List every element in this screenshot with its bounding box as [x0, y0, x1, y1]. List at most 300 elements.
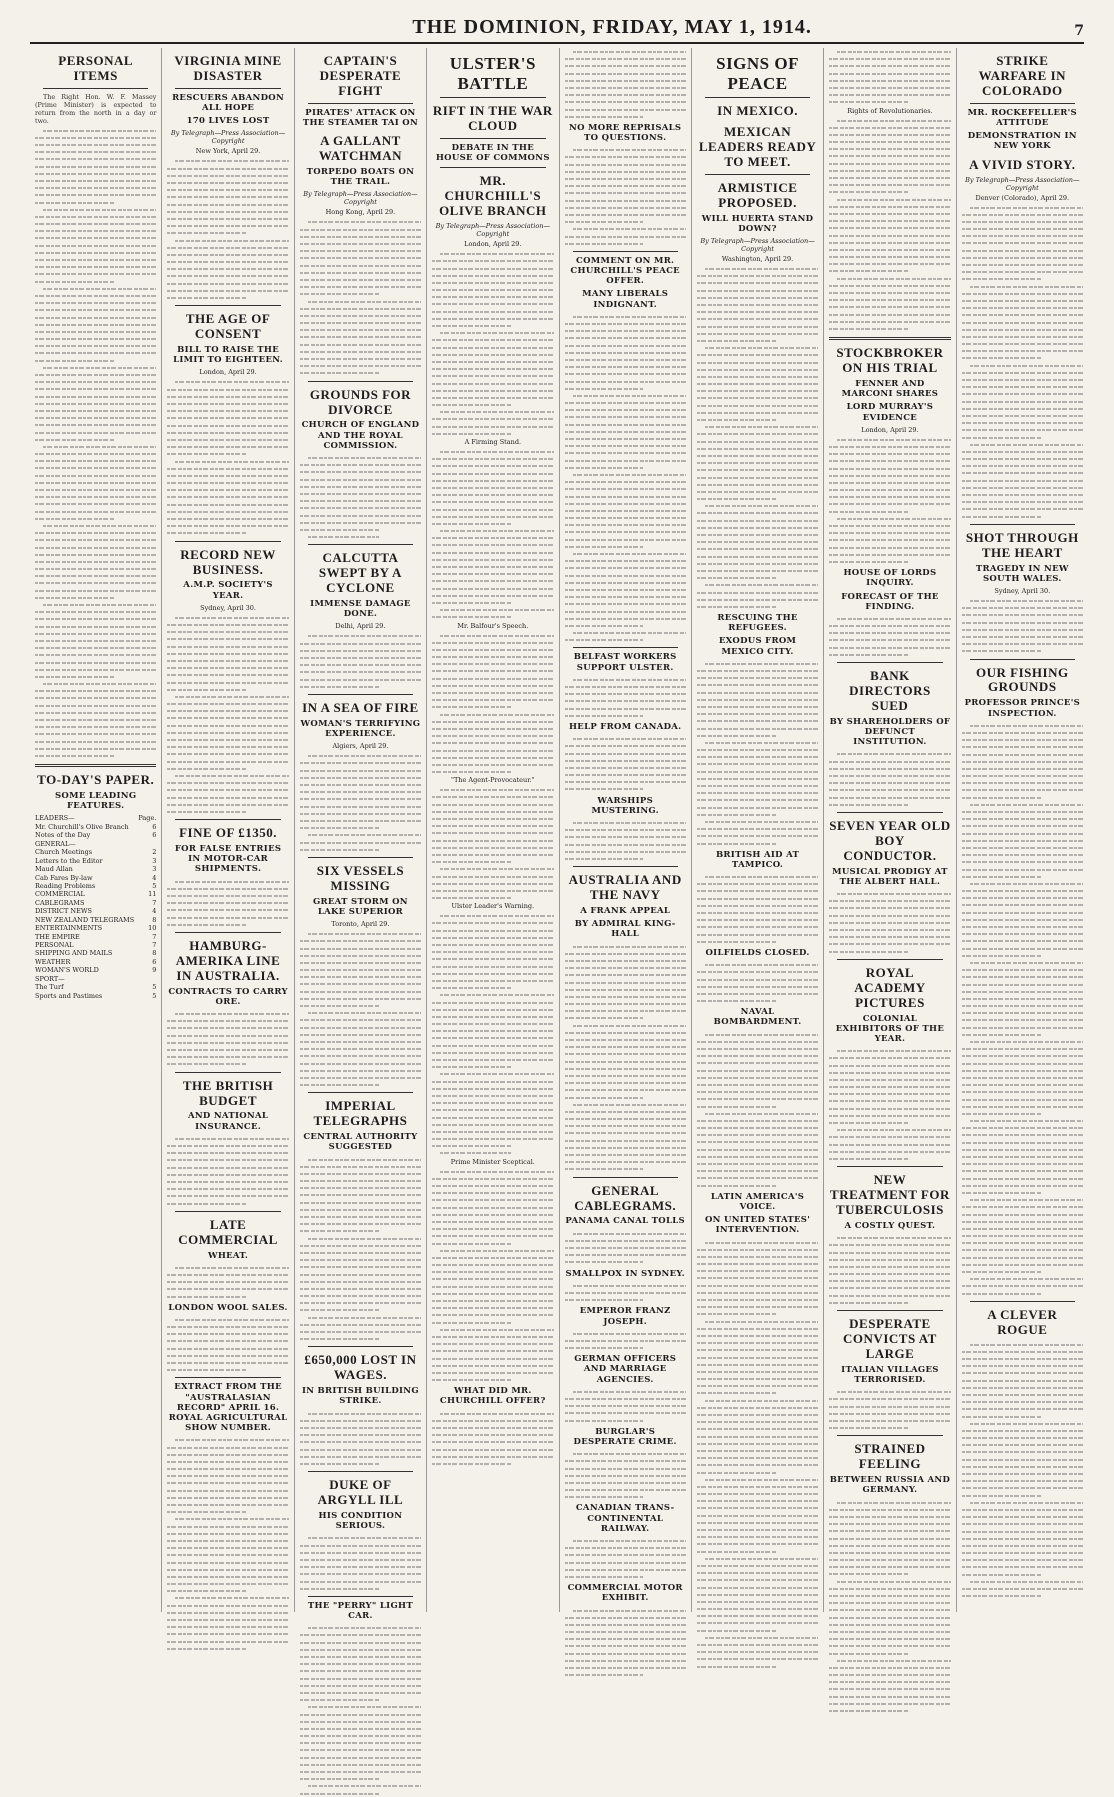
- text-line: [697, 1433, 818, 1440]
- text-line: [697, 1160, 818, 1167]
- text-line: [432, 837, 553, 844]
- text-line: [432, 934, 553, 941]
- text-line: [697, 818, 818, 825]
- text-line: [697, 1476, 818, 1483]
- text-line: [829, 91, 950, 98]
- text-line: [167, 515, 288, 522]
- text-line: [565, 413, 686, 420]
- text-line: [962, 1261, 1083, 1268]
- text-line: [35, 127, 156, 134]
- text-line: [565, 240, 686, 247]
- text-line: [432, 822, 553, 829]
- text-line: [962, 1246, 1083, 1253]
- text-line: [432, 696, 553, 703]
- peace-subheading-2: MEXICAN LEADERS READY TO MEET.: [698, 124, 817, 169]
- royal-subheading: COLONIAL EXHIBITORS OF THE YEAR.: [835, 1013, 945, 1044]
- text-line: [167, 472, 288, 479]
- text-line: [697, 1282, 818, 1289]
- text-line: [300, 254, 421, 261]
- text-line: [432, 1431, 553, 1438]
- text-line: [35, 659, 156, 666]
- text-line: [697, 402, 818, 409]
- text-line: [432, 1290, 553, 1297]
- contents-row: [35, 907, 156, 915]
- text-line: [565, 557, 686, 564]
- text-line: [432, 372, 553, 379]
- text-line: [167, 878, 288, 885]
- text-line: [962, 412, 1083, 419]
- personal-items-heading: PERSONAL ITEMS: [58, 53, 134, 83]
- text-line: [167, 1444, 288, 1451]
- text-line: [565, 697, 686, 704]
- text-line: [829, 1606, 950, 1613]
- text-line: [565, 313, 686, 320]
- text-line: [565, 600, 686, 607]
- text-line: [829, 493, 950, 500]
- commercial-motor-heading: COMMERCIAL MOTOR EXHIBIT.: [567, 1583, 683, 1604]
- text-line: [565, 778, 686, 785]
- text-line: [697, 739, 818, 746]
- argyll-heading: DUKE OF ARGYLL ILL: [317, 1477, 404, 1508]
- text-line: [829, 622, 950, 629]
- text-line: [167, 635, 288, 642]
- text-line: [432, 577, 553, 584]
- text-line: [962, 901, 1083, 908]
- text-line: [432, 919, 553, 926]
- text-line: [697, 1454, 818, 1461]
- text-line: [962, 1175, 1083, 1182]
- text-line: [829, 629, 950, 636]
- text-line: [697, 1663, 818, 1670]
- text-line: [432, 955, 553, 962]
- text-line: [697, 495, 818, 502]
- dateline: Toronto, April 29.: [331, 920, 390, 929]
- text-line: [697, 366, 818, 373]
- text-line: [962, 1139, 1083, 1146]
- text-line: [697, 660, 818, 667]
- text-line: [167, 722, 288, 729]
- captain-subheading: PIRATES' ATTACK ON THE STEAMER TAI ON: [302, 107, 419, 128]
- text-line: [962, 873, 1083, 880]
- text-line: [300, 1754, 421, 1761]
- text-line: [432, 801, 553, 808]
- text-line: [432, 1128, 553, 1135]
- text-line: [167, 450, 288, 457]
- text-line: [962, 604, 1083, 611]
- text-line: [167, 921, 288, 928]
- text-line: [829, 1657, 950, 1664]
- text-line: [432, 653, 553, 660]
- text-line: [300, 1278, 421, 1285]
- text-line: [300, 661, 421, 668]
- text-line: [300, 461, 421, 468]
- australia-subheading-2: BY ADMIRAL KING-HALL: [574, 919, 676, 940]
- text-line: [300, 305, 421, 312]
- emperor-body: [565, 1330, 686, 1352]
- text-line: [432, 1362, 553, 1369]
- text-line: [962, 640, 1083, 647]
- text-line: [829, 948, 950, 955]
- text-line: [697, 703, 818, 710]
- text-line: [167, 1053, 288, 1060]
- text-line: [300, 1335, 421, 1342]
- text-line: [565, 1036, 686, 1043]
- text-line: [829, 926, 950, 933]
- text-line: [167, 1494, 288, 1501]
- text-line: [697, 1605, 818, 1612]
- text-line: [962, 462, 1083, 469]
- text-line: [300, 930, 421, 937]
- text-line: [432, 999, 553, 1006]
- text-line: [300, 1292, 421, 1299]
- text-line: [565, 1289, 686, 1296]
- text-line: [432, 365, 553, 372]
- text-line: [962, 1413, 1083, 1420]
- divider: [308, 1346, 413, 1347]
- text-line: [697, 574, 818, 581]
- text-line: [35, 630, 156, 637]
- dateline: Sydney, April 30.: [994, 587, 1051, 595]
- text-line: [697, 1088, 818, 1095]
- text-line: [35, 155, 156, 162]
- text-line: [35, 407, 156, 414]
- text-line: [697, 466, 818, 473]
- text-line: [962, 1528, 1083, 1535]
- text-line: [432, 592, 553, 599]
- text-line: [300, 803, 421, 810]
- text-line: [167, 186, 288, 193]
- text-line: [300, 290, 421, 297]
- text-line: [962, 1275, 1083, 1282]
- text-line: [565, 70, 686, 77]
- text-line: [962, 959, 1083, 966]
- text-line: [697, 1584, 818, 1591]
- text-line: [432, 747, 553, 754]
- text-line: [829, 479, 950, 486]
- divorce-heading: GROUNDS FOR DIVORCE: [309, 386, 412, 417]
- text-line: [167, 1046, 288, 1053]
- text-line: [35, 450, 156, 457]
- text-line: [829, 1054, 950, 1061]
- text-line: [962, 822, 1083, 829]
- text-line: [829, 758, 950, 765]
- text-line: [432, 1369, 553, 1376]
- contents-page: 2: [152, 848, 157, 857]
- text-line: [432, 1149, 553, 1156]
- divider: [308, 694, 413, 695]
- text-line: [167, 1135, 288, 1142]
- text-line: [829, 84, 950, 91]
- divider: [175, 305, 280, 306]
- text-line: [962, 844, 1083, 851]
- text-line: [432, 549, 553, 556]
- text-line: [697, 1375, 818, 1382]
- text-line: [962, 1167, 1083, 1174]
- text-line: [697, 1483, 818, 1490]
- text-line: [35, 357, 156, 364]
- text-line: [829, 765, 950, 772]
- contents-label: ENTERTAINMENTS: [35, 924, 103, 933]
- text-line: [697, 517, 818, 524]
- text-line: [167, 1352, 288, 1359]
- text-line: [697, 1440, 818, 1447]
- personal-items-body: [35, 127, 156, 760]
- text-line: [962, 909, 1083, 916]
- strike-subheading-2: DEMONSTRATION IN NEW YORK: [967, 131, 1077, 152]
- text-line: [962, 858, 1083, 865]
- ulster-body: [432, 250, 553, 437]
- mexico-continued-body: [829, 48, 950, 106]
- contents-row: [35, 814, 156, 822]
- divider: [573, 647, 678, 648]
- text-line: [565, 1486, 686, 1493]
- tb-body: [829, 1234, 950, 1306]
- text-line: [962, 1232, 1083, 1239]
- stockbroker-body: [829, 436, 950, 565]
- text-line: [35, 752, 156, 759]
- text-line: [697, 811, 818, 818]
- text-line: [962, 369, 1083, 376]
- text-line: [829, 1664, 950, 1671]
- panama-heading: PANAMA CANAL TOLLS: [565, 1216, 685, 1227]
- text-line: [829, 296, 950, 303]
- text-line: [167, 1149, 288, 1156]
- text-line: [829, 1707, 950, 1714]
- contents-page: 3: [152, 856, 157, 865]
- text-line: [300, 1639, 421, 1646]
- text-line: [167, 1010, 288, 1017]
- text-line: [697, 452, 818, 459]
- text-line: [565, 1337, 686, 1344]
- text-line: [432, 387, 553, 394]
- tampico-body: [697, 873, 818, 945]
- divider: [573, 866, 678, 867]
- text-line: [167, 493, 288, 500]
- text-line: [565, 1479, 686, 1486]
- text-line: [300, 810, 421, 817]
- text-line: [962, 376, 1083, 383]
- text-line: [829, 1256, 950, 1263]
- text-line: [829, 779, 950, 786]
- extract-heading: EXTRACT FROM THE "AUSTRALASIAN RECORD" APRIL 16. ROYAL AGRICULTURAL SHOW NUMBER.: [168, 1382, 288, 1434]
- text-line: [829, 486, 950, 493]
- sea-body: [300, 752, 421, 853]
- text-line: [167, 686, 288, 693]
- text-line: [697, 674, 818, 681]
- text-line: [829, 1133, 950, 1140]
- text-line: [697, 488, 818, 495]
- sea-heading: IN A SEA OF FIRE: [302, 699, 419, 715]
- text-line: [565, 1258, 686, 1265]
- text-line: [565, 514, 686, 521]
- text-line: [829, 1148, 950, 1155]
- text-line: [697, 1655, 818, 1662]
- text-line: [35, 587, 156, 594]
- captain-subheading-3: TORPEDO BOATS ON THE TRAIL.: [306, 167, 415, 188]
- text-line: [35, 515, 156, 522]
- text-line: [565, 211, 686, 218]
- text-line: [432, 646, 553, 653]
- text-line: [432, 1204, 553, 1211]
- stockbroker-subheading-2: LORD MURRAY'S EVIDENCE: [846, 402, 934, 423]
- text-line: [697, 1368, 818, 1375]
- oilfields-heading: OILFIELDS CLOSED.: [705, 947, 810, 958]
- text-line: [565, 370, 686, 377]
- text-line: [35, 730, 156, 737]
- divider: [175, 1072, 280, 1073]
- text-line: [565, 1664, 686, 1671]
- text-line: [962, 477, 1083, 484]
- text-line: [167, 407, 288, 414]
- stockbroker-subheading: FENNER AND MARCONI SHARES: [841, 379, 939, 400]
- text-line: [962, 347, 1083, 354]
- text-line: [829, 544, 950, 551]
- text-line: [167, 237, 288, 244]
- what-did-body: [432, 1410, 553, 1468]
- text-line: [829, 522, 950, 529]
- text-line: [565, 564, 686, 571]
- text-line: [300, 476, 421, 483]
- calcutta-body: [300, 632, 421, 690]
- contents-label: DISTRICT NEWS: [35, 907, 92, 916]
- text-line: [962, 232, 1083, 239]
- text-line: [962, 729, 1083, 736]
- text-line: [962, 1369, 1083, 1376]
- text-line: [432, 1268, 553, 1275]
- text-line: [829, 443, 950, 450]
- text-line: [300, 1038, 421, 1045]
- text-line: [962, 1427, 1083, 1434]
- text-line: [697, 895, 818, 902]
- text-line: [697, 287, 818, 294]
- text-line: [829, 558, 950, 565]
- text-line: [565, 1251, 686, 1258]
- boy-body: [829, 890, 950, 955]
- text-line: [432, 1168, 553, 1175]
- text-line: [697, 1138, 818, 1145]
- consent-heading: THE AGE OF CONSENT: [185, 311, 271, 342]
- text-line: [697, 1274, 818, 1281]
- text-line: [432, 257, 553, 264]
- text-line: [697, 976, 818, 983]
- text-line: [432, 272, 553, 279]
- text-line: [432, 887, 553, 894]
- text-line: [565, 1296, 686, 1303]
- text-line: [167, 272, 288, 279]
- text-line: [829, 636, 950, 643]
- text-line: [565, 735, 686, 742]
- text-line: [697, 531, 818, 538]
- text-line: [300, 1732, 421, 1739]
- virginia-heading: VIRGINIA MINE DISASTER: [174, 53, 282, 83]
- text-line: [300, 1782, 421, 1789]
- text-line: [697, 538, 818, 545]
- text-line: [432, 1333, 553, 1340]
- text-line: [432, 732, 553, 739]
- text-line: [35, 134, 156, 141]
- text-line: [167, 906, 288, 913]
- wages-subheading: IN BRITISH BUILDING STRIKE.: [301, 1386, 419, 1407]
- text-line: [167, 201, 288, 208]
- text-line: [697, 474, 818, 481]
- text-line: [432, 534, 553, 541]
- text-line: [697, 1067, 818, 1074]
- text-line: [697, 1346, 818, 1353]
- text-line: [35, 163, 156, 170]
- text-line: [697, 596, 818, 603]
- text-line: [565, 572, 686, 579]
- text-line: [565, 943, 686, 950]
- fishing-body: [962, 722, 1083, 1297]
- text-line: [167, 465, 288, 472]
- text-line: [300, 1314, 421, 1321]
- text-line: [697, 1569, 818, 1576]
- convicts-subheading: ITALIAN VILLAGES TERRORISED.: [841, 1364, 939, 1385]
- text-line: [829, 98, 950, 105]
- text-line: [565, 1628, 686, 1635]
- text-line: [697, 1619, 818, 1626]
- strained-subheading: BETWEEN RUSSIA AND GERMANY.: [829, 1475, 951, 1496]
- text-line: [167, 801, 288, 808]
- text-line: [167, 229, 288, 236]
- text-line: [697, 279, 818, 286]
- text-line: [167, 414, 288, 421]
- divider: [705, 97, 810, 98]
- text-line: [300, 1009, 421, 1016]
- text-line: [167, 1508, 288, 1515]
- ulster-heading: ULSTER'S BATTLE: [449, 54, 536, 93]
- text-line: [962, 1203, 1083, 1210]
- text-line: [565, 676, 686, 683]
- text-line: [697, 1411, 818, 1418]
- text-line: [565, 77, 686, 84]
- text-line: [35, 249, 156, 256]
- text-line: [962, 469, 1083, 476]
- text-line: [829, 1642, 950, 1649]
- text-line: [432, 1063, 553, 1070]
- text-line: [300, 247, 421, 254]
- text-line: [697, 330, 818, 337]
- text-line: [962, 319, 1083, 326]
- text-line: [300, 276, 421, 283]
- text-line: [962, 1506, 1083, 1513]
- text-line: [300, 1438, 421, 1445]
- text-line: [565, 1544, 686, 1551]
- text-line: [829, 1119, 950, 1126]
- text-line: [962, 1045, 1083, 1052]
- text-line: [565, 608, 686, 615]
- text-line: [697, 1404, 818, 1411]
- text-line: [697, 1045, 818, 1052]
- royal-heading: ROYAL ACADEMY PICTURES: [854, 964, 926, 1010]
- contents-row: [35, 823, 156, 831]
- text-line: [697, 696, 818, 703]
- text-line: [432, 1078, 553, 1085]
- text-line: [962, 1391, 1083, 1398]
- text-line: [962, 1362, 1083, 1369]
- ulster-leader-subheading: Ulster Leader's Warning.: [451, 902, 535, 911]
- text-line: [962, 247, 1083, 254]
- text-line: [697, 1634, 818, 1641]
- column-2: [162, 48, 294, 1612]
- text-line: [300, 1002, 421, 1009]
- text-line: [697, 717, 818, 724]
- contents-row: [35, 916, 156, 924]
- text-line: [167, 1164, 288, 1171]
- text-line: [167, 1185, 288, 1192]
- text-line: [300, 497, 421, 504]
- text-line: [565, 979, 686, 986]
